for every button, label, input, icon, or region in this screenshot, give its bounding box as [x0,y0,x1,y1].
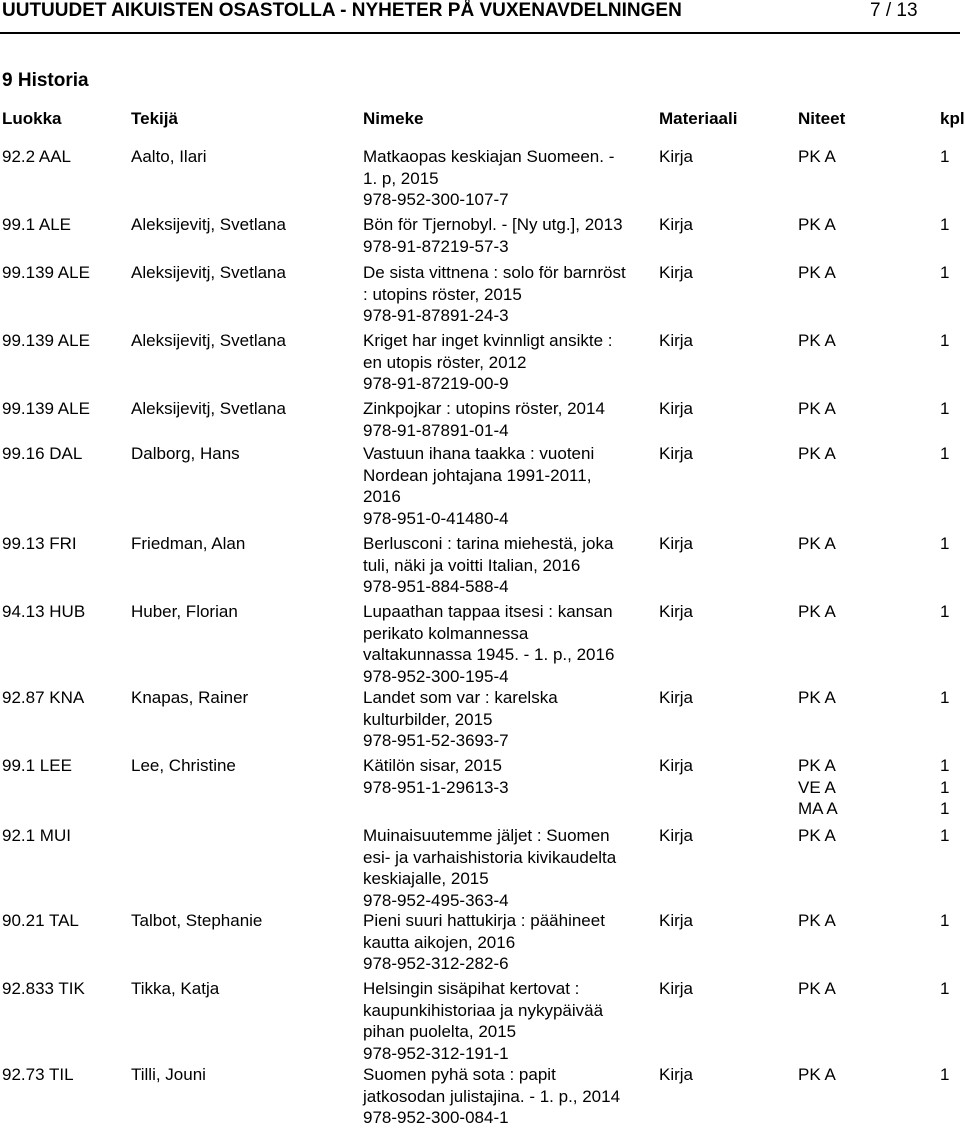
row-nimeke-line: 978-951-52-3693-7 [363,731,509,750]
row-nimeke-line: 978-952-312-191-1 [363,1043,509,1063]
row-niteet-location: PK A [798,602,836,621]
row-nimeke-line: 978-91-87891-01-4 [363,420,509,440]
row-nimeke-line: 978-952-312-282-6 [363,954,509,973]
section-heading: 9 Historia [2,70,89,91]
page-header [0,0,960,28]
row-niteet-location: PK A [798,911,836,930]
row-nimeke-line: 1. p, 2015 [363,168,439,188]
row-materiaali: Kirja [659,534,694,553]
row-nimeke-line: Muinaisuutemme jäljet : Suomen [363,826,610,845]
row-nimeke-line: 978-952-495-363-4 [363,890,509,910]
row-nimeke-line: Matkaopas keskiajan Suomeen. - [363,147,615,166]
row-luokka: 92.87 KNA [2,688,85,707]
row-nimeke-line: Landet som var : karelska [363,688,558,707]
column-header-niteet: Niteet [798,109,846,128]
row-nimeke-line: Nordean johtajana 1991-2011, [363,465,592,485]
row-nimeke-line: Kriget har inget kvinnligt ansikte : [363,331,613,350]
row-luokka: 99.13 FRI [2,534,77,553]
row-nimeke-line: Bön för Tjernobyl. - [Ny utg.], 2013 [363,215,623,234]
row-materiaali: Kirja [659,1065,694,1084]
row-tekija: Talbot, Stephanie [131,911,263,930]
row-nimeke-line: Zinkpojkar : utopins röster, 2014 [363,399,605,418]
row-niteet-count: 1 [940,1065,950,1084]
row-tekija: Tilli, Jouni [131,1065,206,1084]
row-nimeke-line: 978-951-1-29613-3 [363,777,509,797]
row-nimeke-line: Suomen pyhä sota : papit [363,1065,556,1084]
column-header-luokka: Luokka [2,109,62,128]
row-nimeke-line: esi- ja varhaishistoria kivikaudelta [363,847,617,867]
row-materiaali: Kirja [659,602,694,621]
row-luokka: 92.73 TIL [2,1065,74,1084]
row-nimeke-line: Berlusconi : tarina miehestä, joka [363,534,614,553]
row-nimeke-line: 978-952-300-195-4 [363,666,509,686]
row-niteet-count: 1 [940,799,950,818]
row-luokka: 90.21 TAL [2,911,79,930]
row-tekija: Aalto, Ilari [131,147,207,166]
row-luokka: 99.1 ALE [2,215,72,234]
row-luokka: 92.833 TIK [2,979,85,998]
row-niteet-count: 1 [940,331,950,350]
row-niteet-count: 1 [940,399,950,418]
row-tekija: Aleksijevitj, Svetlana [131,263,286,282]
row-niteet-count: 1 [940,756,950,775]
row-niteet-location: PK A [798,399,836,418]
row-nimeke-line: en utopis röster, 2012 [363,352,527,372]
row-nimeke-line: : utopins röster, 2015 [363,284,522,304]
row-luokka: 99.139 ALE [2,263,90,282]
row-nimeke-line: 978-951-0-41480-4 [363,508,509,528]
row-materiaali: Kirja [659,444,694,463]
row-nimeke-line: 978-952-300-107-7 [363,190,509,209]
row-nimeke-line: jatkosodan julistajina. - 1. p., 2014 [363,1086,621,1106]
row-nimeke-line: 978-91-87219-57-3 [363,236,509,256]
row-nimeke-line: valtakunnassa 1945. - 1. p., 2016 [363,645,615,664]
row-nimeke-line: 978-91-87891-24-3 [363,306,509,325]
row-materiaali: Kirja [659,263,694,282]
row-niteet-location: PK A [798,688,836,707]
row-nimeke-line: 2016 [363,487,401,506]
row-luokka: 92.2 AAL [2,147,72,166]
row-nimeke-line: kaupunkihistoriaa ja nykypäivää [363,1000,604,1020]
row-nimeke-line: Helsingin sisäpihat kertovat : [363,979,580,998]
column-header-nimeke: Nimeke [363,109,424,128]
row-tekija: Friedman, Alan [131,534,246,553]
row-niteet-location: PK A [798,756,836,775]
row-tekija: Huber, Florian [131,602,238,621]
row-niteet-location: PK A [798,331,836,350]
row-niteet-location: PK A [798,215,836,234]
row-luokka: 99.139 ALE [2,399,90,418]
row-niteet-location: PK A [798,1065,836,1084]
row-luokka: 99.139 ALE [2,331,90,350]
column-header-tekija: Tekijä [131,109,178,128]
row-nimeke-line: pihan puolelta, 2015 [363,1022,517,1041]
row-niteet-count: 1 [940,215,950,234]
row-niteet-count: 1 [940,534,950,553]
row-niteet-location: PK A [798,147,836,166]
row-niteet-location: PK A [798,263,836,282]
row-luokka: 92.1 MUI [2,826,71,845]
row-materiaali: Kirja [659,826,694,845]
row-materiaali: Kirja [659,331,694,350]
row-niteet-count: 1 [940,979,950,998]
column-header-materiaali: Materiaali [659,109,738,128]
row-nimeke-line: keskiajalle, 2015 [363,869,489,888]
row-nimeke-line: Pieni suuri hattukirja : päähineet [363,911,605,930]
row-luokka: 99.16 DAL [2,444,83,463]
row-nimeke-line: 978-91-87219-00-9 [363,374,509,393]
row-tekija: Aleksijevitj, Svetlana [131,331,286,350]
row-niteet-count: 1 [940,602,950,621]
header-divider [0,32,960,34]
row-tekija: Aleksijevitj, Svetlana [131,399,286,418]
row-materiaali: Kirja [659,147,694,166]
row-niteet-count: 1 [940,911,950,930]
row-niteet-count: 1 [940,147,950,166]
row-niteet-count: 1 [940,444,950,463]
row-nimeke-line: 978-952-300-084-1 [363,1108,509,1127]
row-niteet-location: PK A [798,826,836,845]
row-nimeke-line: perikato kolmannessa [363,623,529,643]
row-nimeke-line: Lupaathan tappaa itsesi : kansan [363,602,613,621]
row-materiaali: Kirja [659,688,694,707]
row-materiaali: Kirja [659,911,694,930]
row-nimeke-line: De sista vittnena : solo för barnröst [363,263,626,282]
row-tekija: Lee, Christine [131,756,236,775]
row-nimeke-line: 978-951-884-588-4 [363,577,509,596]
row-materiaali: Kirja [659,399,694,418]
row-niteet-location: PK A [798,534,836,553]
row-niteet-location: MA A [798,799,838,818]
row-niteet-count: 1 [940,263,950,282]
row-nimeke-line: tuli, näki ja voitti Italian, 2016 [363,555,581,575]
row-nimeke-line: Vastuun ihana taakka : vuoteni [363,444,595,463]
row-luokka: 94.13 HUB [2,602,86,621]
row-tekija: Aleksijevitj, Svetlana [131,215,286,234]
row-niteet-location: PK A [798,444,836,463]
row-nimeke-line: kautta aikojen, 2016 [363,932,516,952]
column-header-kpl: kpl [940,109,965,128]
page-number: 7 / 13 [870,0,918,21]
row-tekija: Knapas, Rainer [131,688,249,707]
row-tekija: Dalborg, Hans [131,444,240,463]
row-luokka: 99.1 LEE [2,756,72,775]
row-niteet-count: 1 [940,826,950,845]
row-materiaali: Kirja [659,756,694,775]
row-niteet-location: VE A [798,777,836,797]
row-niteet-count: 1 [940,688,950,707]
row-materiaali: Kirja [659,979,694,998]
row-niteet-count: 1 [940,777,950,797]
row-tekija: Tikka, Katja [131,979,220,998]
row-materiaali: Kirja [659,215,694,234]
row-nimeke-line: Kätilön sisar, 2015 [363,756,502,775]
row-niteet-location: PK A [798,979,836,998]
page-title: UUTUUDET AIKUISTEN OSASTOLLA - NYHETER PÅ VUXENAVDELNINGEN [2,0,682,21]
row-nimeke-line: kulturbilder, 2015 [363,709,493,729]
